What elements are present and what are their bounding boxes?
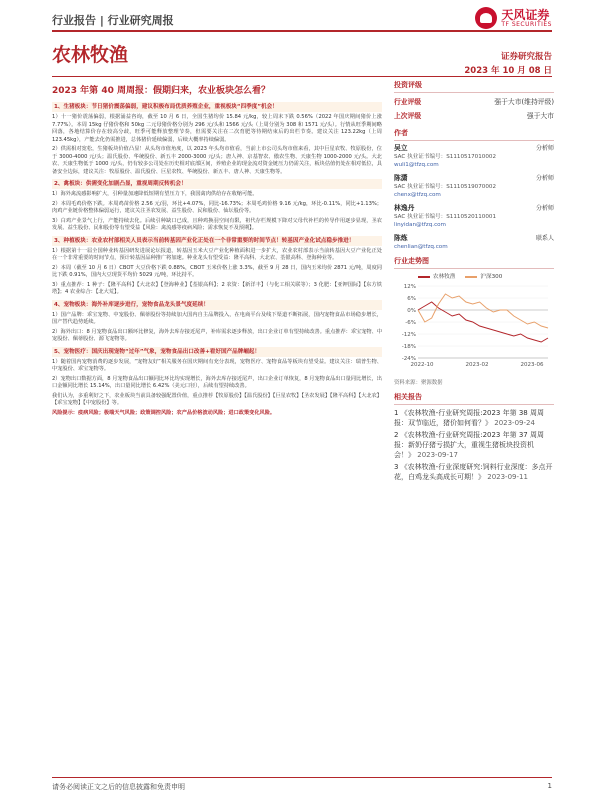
- legend-item: [418, 272, 455, 280]
- company-logo: [475, 6, 552, 30]
- legend-swatch: [465, 276, 477, 278]
- y-tick-label: -18%: [401, 344, 416, 350]
- contact-role: 联系人: [535, 235, 554, 242]
- section-3: [52, 236, 382, 297]
- section-heading: 5、宠物医疗：国庆出现宠物“过年”气象，宠物食品出口改善+看好国产品牌崛起！: [52, 347, 382, 357]
- section-heading: 3、种植板块：农业农村部相关人员表示当前转基因产业化正处在一个非常重要的时间节点！转基因产业化试点稳步推进！: [52, 236, 382, 246]
- logo-text-en: TF SECURITIES: [501, 20, 552, 28]
- analyst-cert: SAC 执业证书编号：S1110519070002: [394, 184, 497, 190]
- paragraph: 2）宠物出口数据方面，8 月宠物食品出口额同比环比均实现增长，海外去库存接近尾声，出口企业订单恢复，8 月宠物食品出口量同比增长，出口金额同比增长 15.14%，出口量同比增长 6.42%（美元口径），后续有望持续改善。: [52, 375, 382, 389]
- analyst-role: 分析师: [535, 205, 554, 212]
- section-4: [52, 300, 382, 344]
- report-type: 证券研究报告: [500, 52, 552, 62]
- paragraph: 1）十一猪价震荡偏弱，根据涌益咨询，截至 10 月 6 日，全国生猪均价 15.84 元/kg，较上周末下跌 0.56%（2022 年国庆期间猪价上涨 7.77%）。本周 15kg 仔猪价格和 50kg 二元母猪价格分别为 296 元/头和 1566 元/头（上周分别为 308 和 1571 元/头）。行情从旺季期间略回落，各地结算价存在较高分歧，旺季可能释放整理节奏，但需要关注在二次育肥等待期结束后的出栏节奏。建议关注 123.22kg（上周 123.45kg），产能去化仍需推进，总体猪价延续偏弱，后续大概率持续偏弱。: [52, 114, 382, 143]
- paragraph: 1）根据第十一届全国种业转基因研发进展论坛报道，转基因玉米大豆产业化种植面积进一步扩大，农业农村部表示当前转基因大豆产业化正处在一个非常重要的时间节点，预计转基因品种推广将加速。种业龙头有望受益：隆平高科、大北农、荃银高科、登海种业等。: [52, 247, 382, 261]
- risk-warning: 风险提示：疫病风险；极端天气风险；政策调控风险；农产品价格波动风险；进口政策变化风险。: [52, 409, 276, 416]
- contact-email[interactable]: chenlian@tfzq.com: [394, 244, 448, 250]
- related-report-item[interactable]: [394, 408, 554, 428]
- sidebar: [394, 80, 554, 484]
- analyst-role: 分析师: [535, 175, 554, 182]
- legend-label: 沪深300: [480, 274, 503, 280]
- related-report-title[interactable]: 3 《农林牧渔-行业深度研究:饲料行业深度：多点开花，白鸡龙头高成长可期！》: [394, 463, 553, 481]
- rating-row: [394, 96, 554, 106]
- related-report-date: 2023-09-24: [494, 419, 535, 427]
- trend-chart-box: [394, 256, 554, 386]
- y-tick-label: -24%: [401, 356, 416, 362]
- legend-label: 农林牧渔: [433, 274, 456, 280]
- recommendation: 我们认为，多重利好之下，农业板块当前具备较强配置价值，重点推荐【牧原股份】【温氏股份】【巨星农牧】【圣农发展】【隆平高科】【大北农】【乖宝宠物】【中宠股份】等。: [52, 392, 382, 406]
- related-heading: 相关报告: [394, 392, 554, 405]
- report-date: 2023 年 10 月 08 日: [464, 66, 552, 76]
- chart-legend: [418, 272, 554, 280]
- analyst-cert: SAC 执业证书编号：S1110517010002: [394, 154, 497, 160]
- industry-title: 农林牧渔: [52, 44, 129, 66]
- analyst-card: [394, 174, 554, 199]
- x-tick-label: 2023-02: [465, 362, 489, 368]
- y-tick-label: -6%: [405, 320, 416, 326]
- report-category: 行业报告 | 行业研究周报: [52, 14, 174, 27]
- report-title: 2023 年第 40 周周报：假期归来，农业板块怎么看？: [52, 86, 270, 96]
- rating-label: 上次评级: [394, 112, 422, 120]
- rating-value: 强于大市(维持评级): [494, 98, 554, 106]
- y-tick-label: 0%: [407, 308, 416, 314]
- related-reports: [394, 392, 554, 482]
- section-1: [52, 102, 382, 176]
- rating-value: 强于大市: [526, 112, 554, 120]
- page-footer: [52, 777, 552, 792]
- paragraph: 3）重点推荐：1 种子：【隆平高科】【大北农】【登海种业】【荃银高科】；2 农资：【新洋丰】（与化工相关联等）；3 化肥：【亚钾国际】【东方铁塔】；4 农业综合：【北大荒】。: [52, 281, 382, 295]
- analyst-name: 林逸丹: [394, 204, 415, 212]
- analyst-card: [394, 144, 554, 169]
- paragraph: 1）国产品牌：乖宝宠物、中宠股份、佩蒂股份等持续加大国内自主品牌投入，在电商平台及线下渠道不断拓展，国内宠物食品市场稳步增长，国产替代趋势延续。: [52, 311, 382, 325]
- analyst-email[interactable]: wuli1@tfzq.com: [394, 162, 439, 168]
- rating-row: [394, 110, 554, 120]
- section-heading: 2、禽板块：供需变化加剧凸显，重视周期反转机会！: [52, 179, 382, 189]
- analyst-role: 分析师: [535, 145, 554, 152]
- related-report-item[interactable]: [394, 462, 554, 482]
- contact-card: [394, 234, 554, 251]
- analyst-cert: SAC 执业证书编号：S1110520110001: [394, 214, 497, 220]
- related-report-item[interactable]: [394, 430, 554, 460]
- y-tick-label: 12%: [403, 284, 416, 290]
- section-heading: 4、宠物板块：海外补库逐步进行，宠物食品龙头景气度延续！: [52, 300, 382, 310]
- trend-chart: [394, 282, 552, 372]
- section-5: [52, 347, 382, 391]
- authors-heading: 作者: [394, 128, 554, 141]
- analyst-name: 陈潇: [394, 174, 408, 182]
- header-rule: [52, 30, 552, 32]
- related-report-title[interactable]: 2 《农林牧渔-行业研究周报:2023 年第 37 周周报：新奶仔猪亏损扩大，重视生猪板块投资机会！》: [394, 431, 544, 459]
- logo-text-cn: 天风证券: [501, 7, 550, 22]
- x-tick-label: 2023-06: [520, 362, 544, 368]
- section-2: [52, 179, 382, 233]
- analyst-email[interactable]: linyidan@tfzq.com: [394, 222, 447, 228]
- legend-swatch: [418, 276, 430, 278]
- related-report-date: 2023-09-11: [487, 473, 528, 481]
- paragraph: 2）本周（截至 10 月 6 日）CBOT 大豆价格下跌 0.88%，CBOT 玉米价格上涨 3.3%，截至 9 月 28 日，国内玉米均价 2871 元/吨，周度同比下跌 0.91%，国内大豆现货平均价 5029 元/吨，环比持平。: [52, 264, 382, 278]
- title-rule: [52, 76, 552, 77]
- disclaimer-note: 请务必阅读正文之后的信息披露和免责申明: [52, 783, 185, 791]
- paragraph: 2）海外出口：8 月宠物食品出口额环比修复，海外去库存接近尾声，补库需求逐步释放，出口企业订单有望持续改善。重点推荐：乖宝宠物、中宠股份、佩蒂股份、源飞宠物等。: [52, 328, 382, 342]
- paragraph: 2）供需相对宽松，生猪板块价值凸显！从头均市值角度，以 2023 年头均市值看，当前上市公司头均市值来看，其中巨星农牧、牧原股份，位于 3000-4000 元/头；温氏股份、华统股份、新五丰 2000-3000 元/头；唐人神、京基智农、傲农生物、天康生物 1000-2000 元/头。大北农、天康生物低于 1000 元/头，仍有较多公司处在历史相对底部区间，养殖企业的现金流对资金链压力仍需关注，板块估值仍处在相对低位，具备安全边际，建议关注：牧原股份、温氏股份、巨星农牧、华统股份、新五丰、唐人神、天康生物等。: [52, 146, 382, 175]
- y-tick-label: -12%: [401, 332, 416, 338]
- section-heading: 1、生猪板块：节日猪价震荡偏弱，建议积极布局优质养殖企业，重视板块“四季度”机会！: [52, 102, 382, 112]
- paragraph: 3）白鸡产业景气上行，产能持续去化。后续引种缺口已成，且种鸡换羽空间有限，祖代存栏规模下降对父母代补栏的传导作用逐步显现，圣农发展、益生股份、民和股份等有望受益【风险：禽流感等疫病风险；需求恢复不及预期】。: [52, 217, 382, 231]
- y-tick-label: 6%: [407, 296, 416, 302]
- page-number: 1: [547, 782, 552, 790]
- x-tick-label: 2022-10: [410, 362, 434, 368]
- chart-source: 资料来源：聚源数据: [394, 380, 443, 386]
- related-report-title[interactable]: 1 《农林牧渔-行业研究周报:2023 年第 38 周周报：双节临近，猪价如何看？》: [394, 409, 544, 427]
- trend-heading: 行业走势图: [394, 256, 554, 269]
- analyst-card: [394, 204, 554, 229]
- paragraph: 1）海外禽流感影响扩大，引种量加速降低短期有望压力下，我国禽肉供给存在收缩可能。: [52, 191, 258, 197]
- analyst-name: 吴立: [394, 144, 408, 152]
- legend-item: [465, 272, 502, 280]
- analyst-email[interactable]: chenx@tfzq.com: [394, 192, 441, 198]
- paragraph: 1）随着国内宠物消费的逐步发展，“宠物友好”相关服务在国庆期间有充分表现，宠物医疗、宠物食品等板块有望受益。建议关注：瑞普生物、中宠股份、乖宝宠物等。: [52, 358, 382, 372]
- logo-icon: [475, 7, 497, 29]
- contact-name: 陈炼: [394, 234, 408, 242]
- rating-label: 行业评级: [394, 98, 422, 106]
- paragraph: 2）本周毛鸡价格下跌。本周鸡苗价格 2.56 元/羽，环比+4.07%，同比-16.73%；本周毛鸡价格 9.16 元/kg，环比-0.11%，同比+1.13%；肉鸡产业链价格整体偏弱运行，建议关注圣农发展、益生股份、民和股份、仙坛股份等。: [52, 200, 382, 214]
- related-report-date: 2023-09-17: [417, 451, 458, 459]
- main-column: [52, 80, 382, 417]
- series-line-1: [418, 294, 548, 328]
- rating-heading: 投资评级: [394, 80, 554, 93]
- top-bar: [52, 6, 552, 36]
